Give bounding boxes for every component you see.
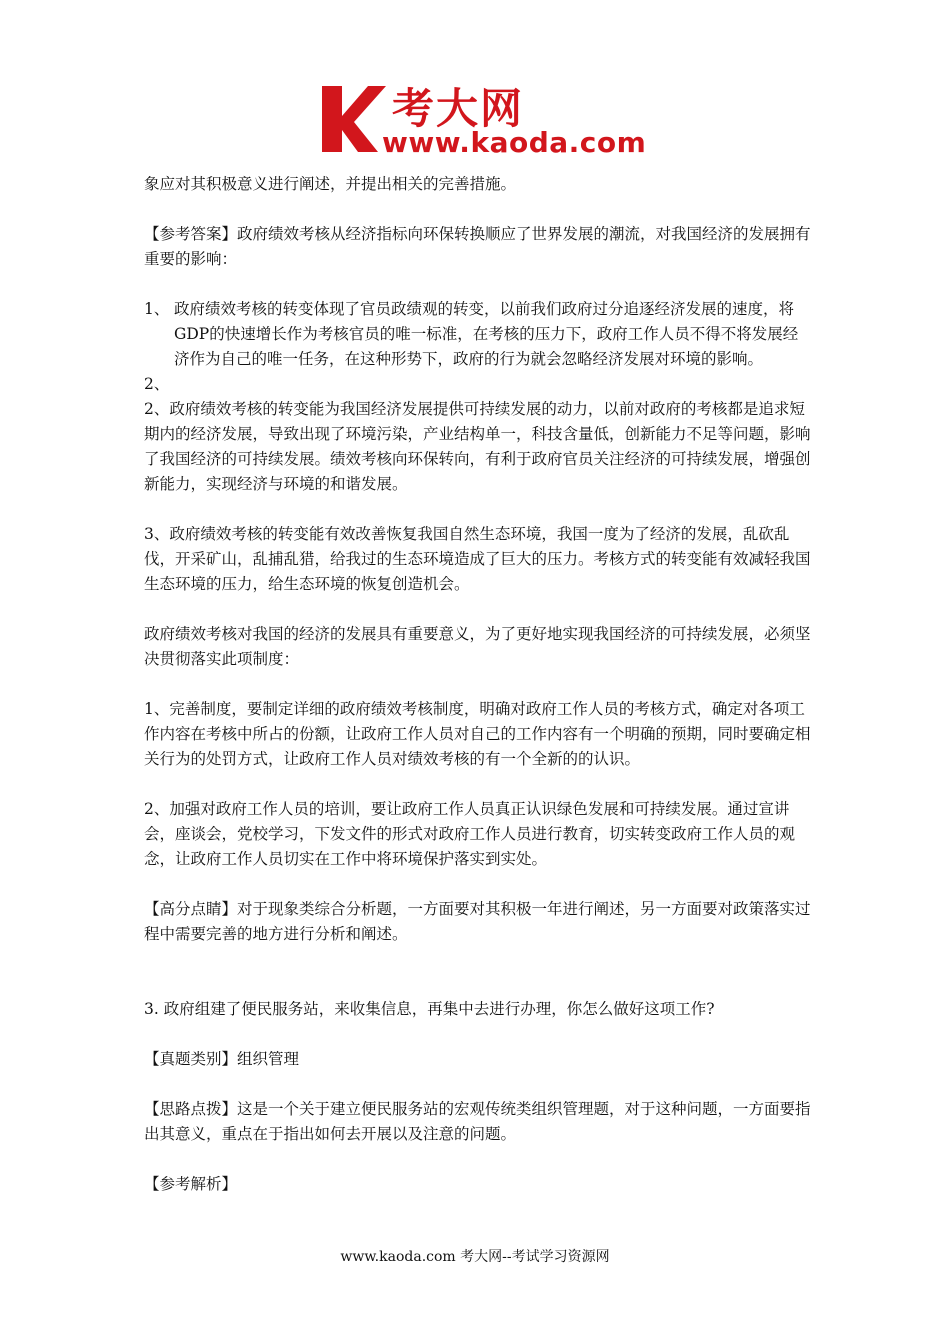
k-logo-icon xyxy=(318,82,388,156)
page-footer: www.kaoda.com 考大网--考试学习资源网 xyxy=(340,1249,610,1265)
list-item xyxy=(144,297,812,372)
paragraph: 3、政府绩效考核的转变能有效改善恢复我国自然生态环境，我国一度为了经济的发展，乱砍乱伐，开采矿山，乱捕乱猎，给我过的生态环境造成了巨大的压力。考核方式的转变能有效减轻我国生态环境的压力，给生态环境的恢复创造机会。 xyxy=(144,525,811,593)
paragraph: 2、加强对政府工作人员的培训，要让政府工作人员真正认识绿色发展和可持续发展。通过宣讲会，座谈会，党校学习，下发文件的形式对政府工作人员进行教育，切实转变政府工作人员的观念，让政府工作人员切实在工作中将环境保护落实到实处。 xyxy=(144,800,796,868)
list-item-number: 2、 xyxy=(144,375,170,393)
list-item-number: 1、 xyxy=(144,300,170,318)
list-item-text: 政府绩效考核的转变体现了官员政绩观的转变，以前我们政府过分追逐经济发展的速度，将GDP的快速增长作为考核官员的唯一标准，在考核的压力下，政府工作人员不得不将发展经济作为自己的唯一任务，在这种形势下，政府的行为就会忽略经济发展对环境的影响。 xyxy=(174,300,799,368)
paragraph: 2、政府绩效考核的转变能为我国经济发展提供可持续发展的动力，以前对政府的考核都是追求短期内的经济发展，导致出现了环境污染，产业结构单一，科技含量低，创新能力不足等问题，影响了我国经济的可持续发展。绩效考核向环保转向，有利于政府官员关注经济的可持续发展，增强创新能力，实现经济与环境的和谐发展。 xyxy=(144,400,811,493)
answer-intro: 【参考答案】政府绩效考核从经济指标向环保转换顺应了世界发展的潮流，对我国经济的发展拥有重要的影响： xyxy=(144,225,811,268)
kaoda-logo xyxy=(318,78,647,164)
paragraph: 1、完善制度，要制定详细的政府绩效考核制度，明确对政府工作人员的考核方式，确定对各项工作内容在考核中所占的份额，让政府工作人员对自己的工作内容有一个明确的预期，同时要确定相关行为的处罚方式，让政府工作人员对绩效考核的有一个全新的的认识。 xyxy=(144,700,811,768)
logo-brand-name: 考大网 xyxy=(392,84,525,133)
reference-analysis-label: 【参考解析】 xyxy=(144,1175,238,1193)
document-body xyxy=(144,172,812,1197)
paragraph: 政府绩效考核对我国的经济的发展具有重要意义，为了更好地实现我国经济的可持续发展，必须坚决贯彻落实此项制度： xyxy=(144,625,811,668)
question-heading: 3. 政府组建了便民服务站，来收集信息，再集中去进行办理，你怎么做好这项工作? xyxy=(144,1000,715,1018)
question-category: 【真题类别】组织管理 xyxy=(144,1050,300,1068)
highlight-paragraph: 【高分点睛】对于现象类综合分析题，一方面要对其积极一年进行阐述，另一方面要对政策落实过程中需要完善的地方进行分析和阐述。 xyxy=(144,900,811,943)
paragraph: 【思路点拨】这是一个关于建立便民服务站的宏观传统类组织管理题，对于这种问题，一方面要指出其意义，重点在于指出如何去开展以及注意的问题。 xyxy=(144,1100,811,1143)
paragraph: 象应对其积极意义进行阐述，并提出相关的完善措施。 xyxy=(144,175,517,193)
logo-url: www.kaoda.com xyxy=(382,126,647,159)
